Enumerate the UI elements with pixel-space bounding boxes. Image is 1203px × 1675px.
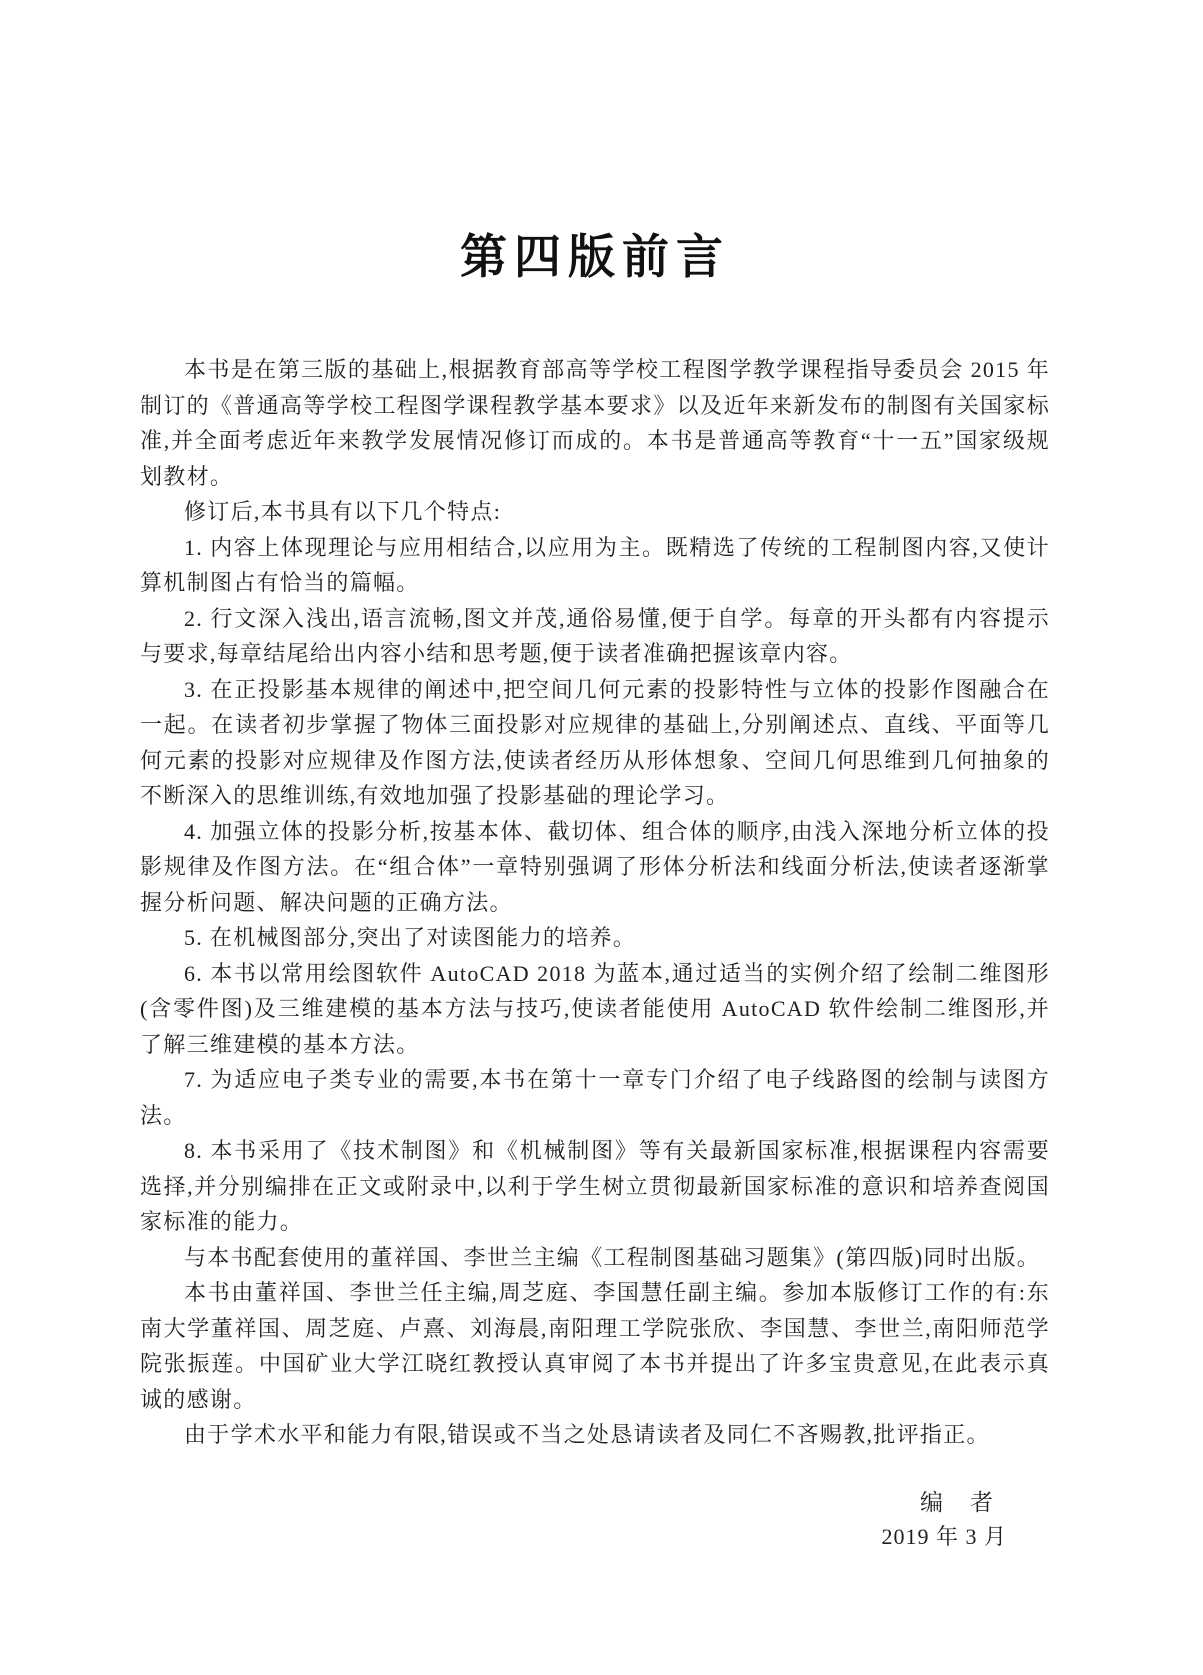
paragraph-feature-4: 4. 加强立体的投影分析,按基本体、截切体、组合体的顺序,由浅入深地分析立体的投影规律及作图方法。在“组合体”一章特别强调了形体分析法和线面分析法,使读者逐渐掌握分析问题、解决问题的正确方法。: [140, 818, 1050, 915]
paragraph-feature-5: 5. 在机械图部分,突出了对读图能力的培养。: [184, 925, 637, 950]
paragraph-feature-3: 3. 在正投影基本规律的阐述中,把空间几何元素的投影特性与立体的投影作图融合在一起。在读者初步掌握了物体三面投影对应规律的基础上,分别阐述点、直线、平面等几何元素的投影对应规律及作图方法,使读者经历从形体想象、空间几何思维到几何抽象的不断深入的思维训练,有效地加强了投影基础的理论学习。: [140, 676, 1050, 808]
paragraph-features-lead: 修订后,本书具有以下几个特点:: [184, 499, 502, 524]
signature-date: 2019 年 3 月: [881, 1523, 1007, 1549]
preface-body: [140, 352, 1050, 1453]
paragraph-editors: 本书由董祥国、李世兰任主编,周芝庭、李国慧任副主编。参加本版修订工作的有:东南大学董祥国、周芝庭、卢熹、刘海晨,南阳理工学院张欣、李国慧、李世兰,南阳师范学院张振莲。中国矿业大学江晓红教授认真审阅了本书并提出了许多宝贵意见,在此表示真诚的感谢。: [140, 1280, 1050, 1412]
paragraph-closing: 由于学术水平和能力有限,错误或不当之处恳请读者及同仁不吝赐教,批评指正。: [184, 1422, 990, 1447]
paragraph-feature-7: 7. 为适应电子类专业的需要,本书在第十一章专门介绍了电子线路图的绘制与读图方法。: [140, 1067, 1050, 1128]
signature-block: [140, 1485, 1050, 1553]
author-signature: 编 者: [920, 1489, 995, 1515]
paragraph-companion-book: 与本书配套使用的董祥国、李世兰主编《工程制图基础习题集》(第四版)同时出版。: [184, 1244, 1041, 1270]
page-title: 第四版前言: [460, 230, 730, 283]
paragraph-feature-2: 2. 行文深入浅出,语言流畅,图文并茂,通俗易懂,便于自学。每章的开头都有内容提示与要求,每章结尾给出内容小结和思考题,便于读者准确把握该章内容。: [140, 605, 1050, 666]
paragraph-feature-1: 1. 内容上体现理论与应用相结合,以应用为主。既精选了传统的工程制图内容,又使计算机制图占有恰当的篇幅。: [140, 534, 1050, 595]
paragraph-feature-8: 8. 本书采用了《技术制图》和《机械制图》等有关最新国家标准,根据课程内容需要选择,并分别编排在正文或附录中,以利于学生树立贯彻最新国家标准的意识和培养查阅国家标准的能力。: [140, 1138, 1050, 1234]
paragraph-intro: 本书是在第三版的基础上,根据教育部高等学校工程图学教学课程指导委员会 2015 年制订的《普通高等学校工程图学课程教学基本要求》以及近年来新发布的制图有关国家标准,并全面考虑近年来教学发展情况修订而成的。本书是普通高等教育“十一五”国家级规划教材。: [140, 357, 1050, 489]
paragraph-feature-6: 6. 本书以常用绘图软件 AutoCAD 2018 为蓝本,通过适当的实例介绍了绘制二维图形(含零件图)及三维建模的基本方法与技巧,使读者能使用 AutoCAD 软件绘制二维图形,并了解三维建模的基本方法。: [140, 960, 1050, 1057]
